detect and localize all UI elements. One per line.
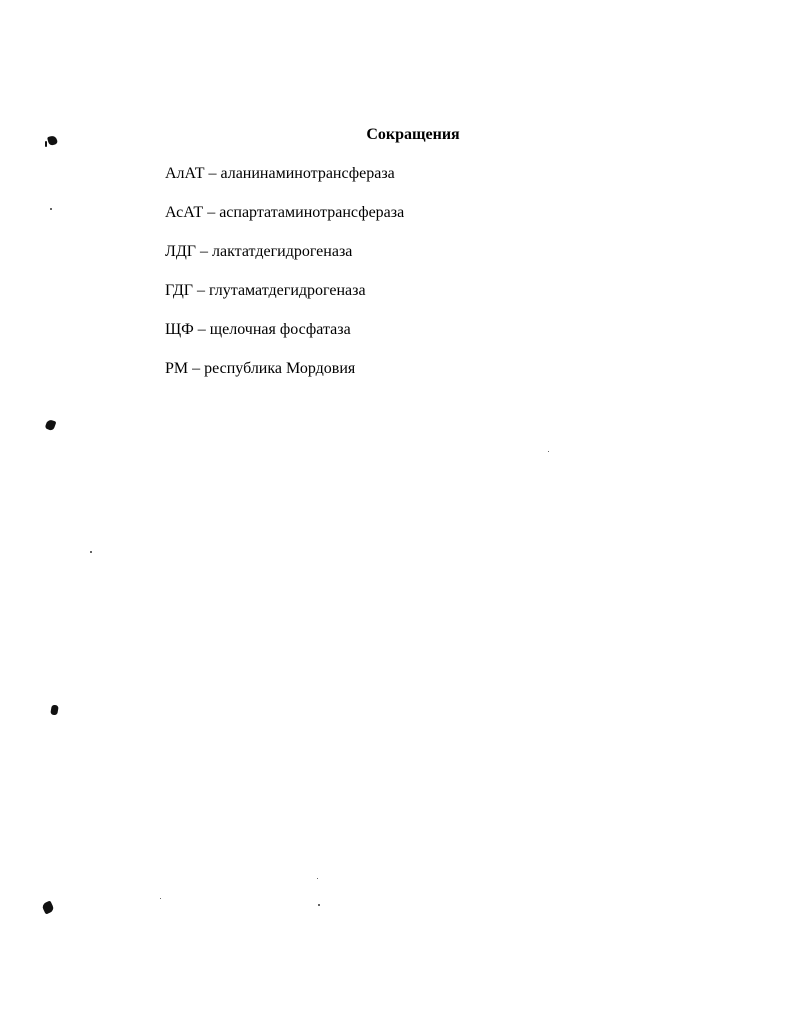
abbreviation-term: ГДГ <box>165 282 194 299</box>
abbreviation-definition: щелочная фосфатаза <box>209 321 351 338</box>
abbreviation-term: АлАТ <box>165 165 205 182</box>
list-item <box>165 202 404 224</box>
scan-speck <box>318 904 320 906</box>
list-item <box>165 358 404 380</box>
scan-mark <box>50 704 59 715</box>
abbreviation-term: РМ <box>165 360 189 377</box>
scan-speck <box>50 208 52 210</box>
abbreviation-definition: аспартатаминотрансфераза <box>219 204 405 221</box>
abbreviation-term: АсАТ <box>165 204 204 221</box>
scan-speck <box>548 451 549 452</box>
page-title: Сокращения <box>366 126 460 143</box>
scan-mark <box>45 141 47 147</box>
abbreviation-definition: глутаматдегидрогеназа <box>209 282 366 299</box>
list-item <box>165 280 404 302</box>
abbreviation-definition: лактатдегидрогеназа <box>212 243 353 260</box>
abbreviation-definition: республика Мордовия <box>204 360 356 377</box>
scan-mark <box>45 419 57 431</box>
scan-speck <box>90 551 92 553</box>
abbreviation-definition: аланинаминотрансфераза <box>220 165 395 182</box>
scan-mark <box>41 900 55 914</box>
abbreviation-dash: – <box>200 243 209 260</box>
abbreviation-term: ЛДГ <box>165 243 197 260</box>
abbreviation-dash: – <box>197 282 206 299</box>
scan-speck <box>317 878 318 879</box>
scan-speck <box>160 898 161 899</box>
list-item <box>165 163 404 185</box>
list-item <box>165 241 404 263</box>
abbreviation-term: ЩФ <box>165 321 194 338</box>
list-item <box>165 319 404 341</box>
abbreviation-dash: – <box>197 321 206 338</box>
abbreviation-list <box>165 163 404 397</box>
abbreviation-dash: – <box>207 204 216 221</box>
abbreviation-dash: – <box>192 360 201 377</box>
abbreviation-dash: – <box>208 165 217 182</box>
